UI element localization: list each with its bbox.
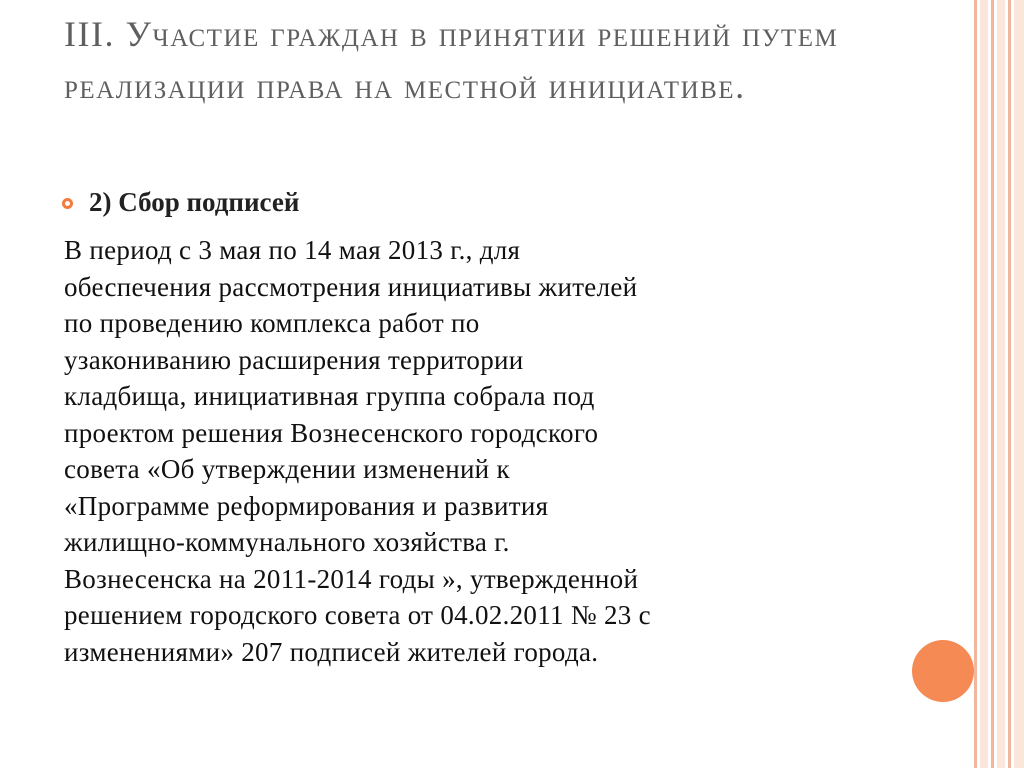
- stripe: [980, 0, 988, 768]
- body-line: «Программе реформирования и развития: [64, 490, 549, 521]
- stripe: [1008, 0, 1011, 768]
- body-line: узакониванию расширения территории: [64, 344, 524, 375]
- body-line: жилищно-коммунального хозяйства г.: [64, 527, 510, 557]
- body-line: кладбища, инициативная группа собрала под: [64, 381, 595, 411]
- stripe: [974, 0, 977, 768]
- bullet-heading: 2) Сбор подписей: [89, 187, 300, 217]
- body-line: по проведению комплекса работ по: [64, 308, 480, 338]
- body-line: решением городского совета от 04.02.2011 № 23 с: [64, 600, 651, 630]
- right-decorative-stripes: [974, 0, 1024, 768]
- body-line: совета «Об утверждении изменений к: [64, 454, 510, 484]
- body-line: обеспечения рассмотрения инициативы жителей: [64, 271, 638, 302]
- body-line: изменениями» 207 подписей жителей города.: [64, 636, 599, 667]
- body-line: В период с 3 мая по 14 мая 2013 г., для: [64, 235, 521, 265]
- orange-circle-decoration: [912, 640, 974, 702]
- body-line: Вознесенска на 2011-2014 годы », утвержденной: [64, 563, 639, 594]
- stripe: [997, 0, 1005, 768]
- stripe: [1014, 0, 1024, 768]
- ring-bullet-icon: [62, 198, 73, 209]
- stripe: [991, 0, 994, 768]
- body-line: проектом решения Вознесенского городского: [64, 417, 599, 448]
- bullet-item: [62, 184, 299, 220]
- body-paragraph: [64, 232, 904, 670]
- slide-title: III. Участие граждан в принятии решений путем реализации права на местной инициативе.: [64, 14, 839, 106]
